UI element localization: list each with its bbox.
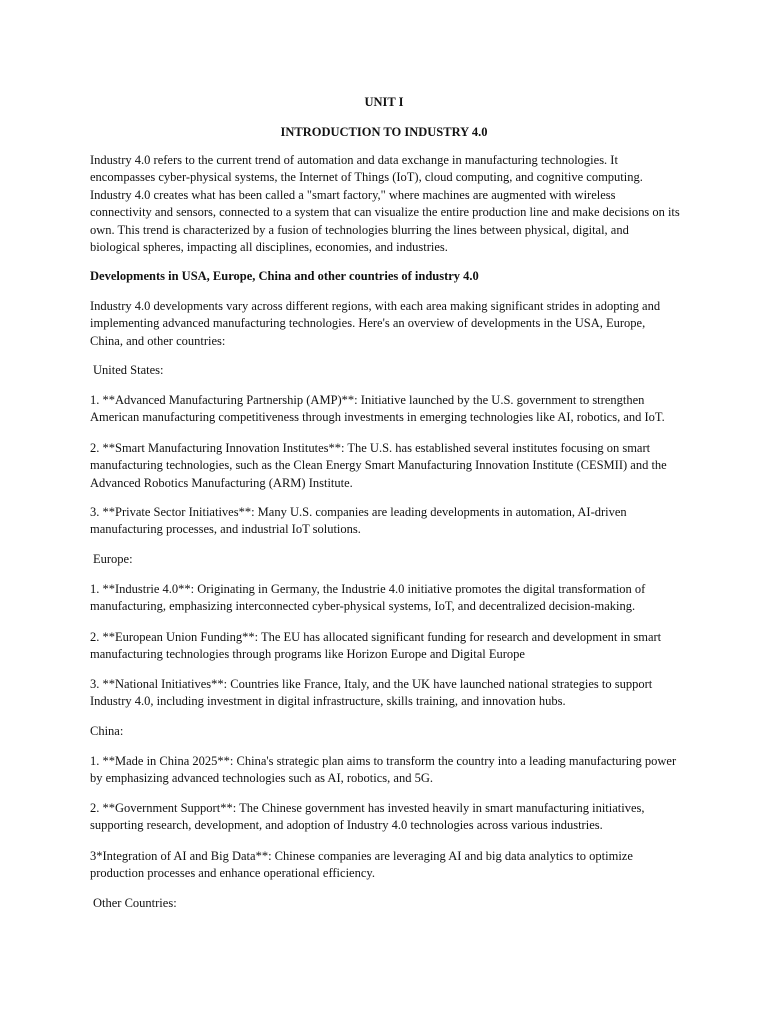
europe-item-2: 2. **European Union Funding**: The EU has allocated significant funding for research and development in smart manufacturing technologies through programs like Horizon Europe and Digital Europe (90, 630, 662, 662)
intro-paragraph: Industry 4.0 refers to the current trend of automation and data exchange in manufacturing technologies. It encompasses cyber-physical systems, the Internet of Things (IoT), cloud computing, and cognitive computing. Industry 4.0 creates what has been called a "smart factory," where machines are augmented with wireless connectivity and sensors, connected to a system that can visualize the entire production line and make decisions on its own. This trend is characterized by a fusion of technologies blurring the lines between physical, digital, and biological spheres, impacting all disciplines, economies, and industries. (90, 153, 680, 255)
china-item-2: 2. **Government Support**: The Chinese government has invested heavily in smart manufacturing initiatives, supporting research, development, and adoption of Industry 4.0 technologies across various industries. (90, 801, 645, 833)
unit-title: UNIT I (364, 95, 404, 109)
us-item-1: 1. **Advanced Manufacturing Partnership (AMP)**: Initiative launched by the U.S. government to strengthen American manufacturing competitiveness through investments in emerging technologies like AI, robotics, and IoT. (90, 393, 665, 425)
europe-label: Europe: (93, 552, 133, 566)
us-item-3: 3. **Private Sector Initiatives**: Many U.S. companies are leading developments in automation, AI-driven manufacturing processes, and industrial IoT solutions. (90, 505, 627, 537)
other-countries-label: Other Countries: (93, 896, 177, 910)
united-states-label: United States: (93, 363, 164, 377)
section-heading: Developments in USA, Europe, China and other countries of industry 4.0 (90, 269, 479, 283)
europe-item-3: 3. **National Initiatives**: Countries like France, Italy, and the UK have launched national strategies to support Industry 4.0, including investment in digital infrastructure, skills training, and innovation hubs. (90, 677, 653, 709)
china-item-1: 1. **Made in China 2025**: China's strategic plan aims to transform the country into a leading manufacturing power by emphasizing advanced technologies such as AI, robotics, and 5G. (90, 754, 677, 786)
section-intro-paragraph: Industry 4.0 developments vary across different regions, with each area making significant strides in adopting and implementing advanced manufacturing technologies. Here's an overview of developments in the USA, Europe, China, and other countries: (90, 299, 661, 348)
china-label: China: (90, 724, 124, 738)
us-item-2: 2. **Smart Manufacturing Innovation Institutes**: The U.S. has established several institutes focusing on smart manufacturing technologies, such as the Clean Energy Smart Manufacturing Innovation Institute (CESMII) and the Advanced Robotics Manufacturing (ARM) Institute. (90, 441, 667, 490)
china-item-3: 3*Integration of AI and Big Data**: Chinese companies are leveraging AI and big data analytics to optimize production processes and enhance operational efficiency. (90, 849, 633, 881)
europe-item-1: 1. **Industrie 4.0**: Originating in Germany, the Industrie 4.0 initiative promotes the digital transformation of manufacturing, emphasizing interconnected cyber-physical systems, IoT, and decentralized decision-making. (90, 582, 646, 614)
document-title: INTRODUCTION TO INDUSTRY 4.0 (280, 125, 488, 139)
